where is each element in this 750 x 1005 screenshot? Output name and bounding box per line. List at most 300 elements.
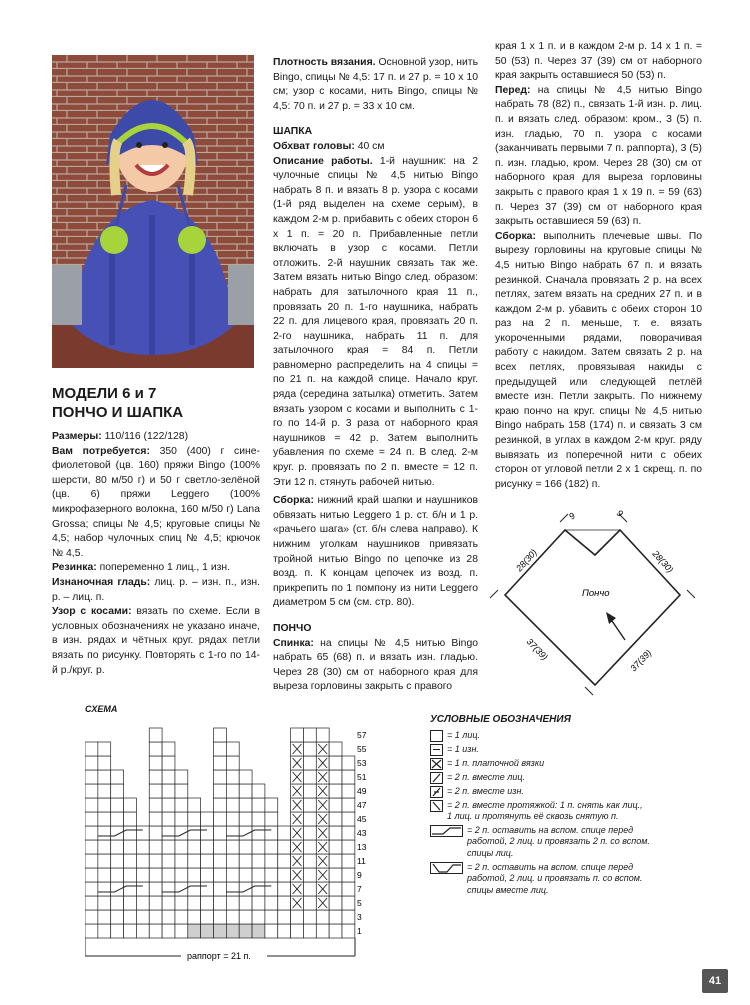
chart-cell (188, 868, 201, 882)
chart-cell (342, 854, 355, 868)
chart-cell (149, 896, 162, 910)
chart-cell (303, 798, 316, 812)
chart-cell (124, 840, 137, 854)
child-poncho-photo (52, 55, 254, 368)
poncho-assembly-paragraph: Сборка: выполнить плечевые швы. По вырезу горловины на круговые спицы № 4,5 нитью Bingo набрать 67 п. и вязать резинкой. Сначала провязать 2 р. на всех петлях, затем вязать на средних 27 п. и в каждом 2-м р. убавить с обеих сторон 10 раз на 2 п. меньше, т. е. вязать укороченными рядами, поворачивая работу с накидом. Затем связать 2 р. на всех петлях, провязывая накиды с предыдущей или следующей петлёй вместе изн. Петли закрыть. По нижнему краю пончо на круг. спицы № 4,5 нитью Bingo набрать 158 (174) п. и связать 3 см резинкой, в углах в каждом 2-м круг. ряду вывязать из поперечной нити с обеих сторон от угловой петли 2 х 1 скрещ. п. по рисунку = 166 (182) п. (495, 230, 702, 490)
chart-cell (124, 910, 137, 924)
chart-cell (162, 826, 175, 840)
row-number: 57 (357, 730, 367, 740)
chart-cell (175, 840, 188, 854)
arrow-head (606, 612, 616, 624)
chart-cell (265, 840, 278, 854)
legend (430, 714, 650, 898)
column-2 (273, 56, 478, 695)
chart-cell (214, 910, 227, 924)
chart-cell (201, 896, 214, 910)
chart-cell (85, 812, 98, 826)
chart-cell (342, 896, 355, 910)
chart-cell (303, 896, 316, 910)
chart-cell (188, 910, 201, 924)
chart-cell (111, 770, 124, 784)
chart-cell (111, 868, 124, 882)
chart-cell (342, 840, 355, 854)
chart-cell (342, 770, 355, 784)
chart-cell (303, 770, 316, 784)
chart-cell (162, 742, 175, 756)
chart-cell (239, 924, 252, 938)
k2tog-symbol-icon (430, 772, 443, 784)
knit-symbol-icon (430, 730, 443, 742)
chart-cell (278, 854, 291, 868)
chart-cell (303, 756, 316, 770)
chart-cell (329, 924, 342, 938)
legend-item-ssk: = 2 п. вместе протяжкой: 1 п. снять как лиц., 1 лиц. и протянуть её сквозь снятую п. (430, 800, 650, 823)
chart-cell (303, 812, 316, 826)
chart-cell (329, 854, 342, 868)
chart-cell (111, 924, 124, 938)
chart-cell (136, 868, 149, 882)
chart-cell (329, 756, 342, 770)
chart-cell (85, 854, 98, 868)
knitting-chart (85, 704, 385, 971)
p2tog-symbol-icon (430, 786, 443, 798)
chart-cell (188, 840, 201, 854)
row-number: 13 (357, 842, 367, 852)
chart-cell (98, 826, 111, 840)
chart-cell (149, 812, 162, 826)
chart-cell (252, 910, 265, 924)
chart-cell (149, 910, 162, 924)
cable-pattern-paragraph: Узор с косами: вязать по схеме. Если в условных обозначениях не указано иначе, в изн. рядах и чётных круг. рядах петли вязать по рисунку. Повторять с 1-го по 14-й р./круг. р. (52, 606, 260, 676)
chart-cell (316, 728, 329, 742)
chart-cell (98, 812, 111, 826)
chart-cell (239, 798, 252, 812)
chart-cell (149, 882, 162, 896)
chart-cell (98, 756, 111, 770)
chart-cell (291, 924, 304, 938)
chart-cell (239, 770, 252, 784)
row-number: 53 (357, 758, 367, 768)
head-size-paragraph: Обхват головы: 40 см (273, 140, 385, 152)
row-number: 51 (357, 772, 367, 782)
row-number: 3 (357, 912, 362, 922)
repeat-label: раппорт = 21 п. (187, 951, 251, 961)
chart-cell (291, 910, 304, 924)
chart-cell (136, 924, 149, 938)
chart-cell (111, 882, 124, 896)
model-photo (52, 55, 254, 368)
chart-cell (226, 854, 239, 868)
chart-cell (226, 812, 239, 826)
chart-cell (162, 924, 175, 938)
dim-top-left: 9 (566, 510, 578, 522)
legend-title: УСЛОВНЫЕ ОБОЗНАЧЕНИЯ (430, 714, 571, 725)
chart-cell (214, 826, 227, 840)
chart-cell (226, 756, 239, 770)
rib-paragraph: Резинка: попеременно 1 лиц., 1 изн. (52, 562, 231, 574)
chart-cell (162, 896, 175, 910)
chart-cell (303, 742, 316, 756)
chart-cell (98, 868, 111, 882)
chart-cell (265, 924, 278, 938)
chart-cell (162, 868, 175, 882)
chart-cell (226, 882, 239, 896)
chart-cell (252, 854, 265, 868)
chart-cell (149, 868, 162, 882)
dim-upper-right: 28(30) (650, 548, 676, 575)
row-number: 55 (357, 744, 367, 754)
chart-cell (98, 910, 111, 924)
page-number: 41 (702, 969, 728, 993)
chart-grid (85, 716, 385, 966)
poncho-label: Пончо (582, 588, 610, 599)
chart-cell (162, 882, 175, 896)
dimension-ticks (490, 514, 695, 695)
poncho-diagram (480, 500, 710, 710)
chart-cell (226, 840, 239, 854)
chart-cell (201, 840, 214, 854)
chart-cell (239, 882, 252, 896)
chart-cell (214, 770, 227, 784)
chart-cell (85, 868, 98, 882)
chart-cell (111, 798, 124, 812)
chart-cell (342, 784, 355, 798)
chart-cell (162, 770, 175, 784)
chart-cell (239, 868, 252, 882)
row-number: 49 (357, 786, 367, 796)
chart-cell (342, 826, 355, 840)
direction-arrow (610, 618, 625, 640)
chart-cell (162, 784, 175, 798)
chart-cell (175, 882, 188, 896)
chart-cell (175, 798, 188, 812)
chart-cell (188, 882, 201, 896)
legend-item-cable-left: = 2 п. оставить на вспом. спице перед работой, 2 лиц. и провязать 2 п. со вспом. спицы лиц. (430, 825, 650, 860)
schema-title: СХЕМА (85, 704, 118, 714)
chart-cell (201, 868, 214, 882)
chart-cell (201, 910, 214, 924)
chart-cell (175, 784, 188, 798)
chart-cell (214, 896, 227, 910)
chart-cell (175, 868, 188, 882)
chart-cell (316, 924, 329, 938)
chart-cell (278, 840, 291, 854)
chart-cell (342, 910, 355, 924)
chart-cell (214, 784, 227, 798)
sizes-paragraph: Размеры: 110/116 (122/128) (52, 431, 189, 442)
legend-item-knit: = 1 лиц. (430, 730, 650, 742)
purl-symbol-icon (430, 744, 443, 756)
chart-cell (149, 742, 162, 756)
chart-cell (278, 868, 291, 882)
chart-cell (291, 728, 304, 742)
chart-cell (124, 924, 137, 938)
chart-cell (111, 910, 124, 924)
chart-cell (239, 854, 252, 868)
ssk-symbol-icon (430, 800, 443, 812)
chart-cell (252, 798, 265, 812)
chart-cell (162, 910, 175, 924)
chart-cell (98, 854, 111, 868)
row-number: 11 (357, 856, 366, 866)
chart-cell (149, 854, 162, 868)
chart-cell (175, 896, 188, 910)
chart-cell (85, 770, 98, 784)
chart-cell (149, 798, 162, 812)
chart-cell (124, 812, 137, 826)
chart-cell (98, 798, 111, 812)
chart-cell (214, 798, 227, 812)
chart-cell (124, 868, 137, 882)
chart-cell (85, 882, 98, 896)
dim-upper-left: 28(30) (514, 547, 539, 574)
chart-cell (303, 854, 316, 868)
chart-cell (252, 840, 265, 854)
chart-cell (342, 756, 355, 770)
chart-cell (111, 840, 124, 854)
title-line-2: ПОНЧО И ШАПКА (52, 404, 184, 421)
materials-paragraph: Вам потребуется: 350 (400) г сине-фиолетовой (цв. 160) пряжи Bingo (100% шерсти, 80 м/50 г) и 50 г светло-зелёной (цв. 6) пряжи Leggero (100% микрофазерного волокна, 160 м/50 г) Lana Grossa; спицы № 4,5; круговые спицы № 4,5; набор чулочных спиц № 4,5; крючок № 4,5. (52, 445, 260, 559)
reverse-stockinette-paragraph: Изнаночная гладь: лиц. р. – изн. п., изн. р. – лиц. п. (52, 576, 260, 603)
chart-cell (278, 826, 291, 840)
row-number: 47 (357, 800, 367, 810)
chart-cell (136, 896, 149, 910)
chart-cell (149, 784, 162, 798)
row-number: 9 (357, 870, 362, 880)
chart-cell (329, 798, 342, 812)
chart-cell (214, 840, 227, 854)
chart-cell (239, 840, 252, 854)
chart-cell (149, 770, 162, 784)
chart-cell (303, 728, 316, 742)
chart-cell (329, 868, 342, 882)
chart-cell (111, 784, 124, 798)
chart-cell (85, 742, 98, 756)
chart-cell (188, 896, 201, 910)
chart-cell (303, 826, 316, 840)
dim-lower-right: 37(39) (628, 647, 654, 674)
chart-cell (303, 924, 316, 938)
chart-cell (214, 882, 227, 896)
chart-cell (214, 924, 227, 938)
chart-cell (214, 868, 227, 882)
hat-heading: ШАПКА (273, 126, 313, 138)
chart-cell (124, 798, 137, 812)
column-3 (495, 40, 702, 492)
chart-cell (252, 882, 265, 896)
chart-cell (226, 770, 239, 784)
chart-cell (226, 742, 239, 756)
chart-cell (278, 896, 291, 910)
chart-cell (188, 812, 201, 826)
row-number: 5 (357, 898, 362, 908)
chart-cell (329, 826, 342, 840)
chart-cell (265, 868, 278, 882)
front-paragraph: Перед: на спицы № 4,5 нитью Bingo набрать 78 (82) п., связать 1-й изн. р. лиц. п. и вязать след. образом: кром., 3 (5) п. изн. гладью, 70 п. узора с косами (заканчивать первыми 7 п. раппорта), 3 (5) п. изн. гладью, кром. Через 28 (30) см от наборного края для выреза горловины закрыть с правого края 1 х 19 п. = 59 (63) п. Через 37 (39) см от наборного края закрыть оставшиеся 59 (63) п. (495, 84, 702, 228)
chart-cell (111, 826, 124, 840)
chart-cell (85, 924, 98, 938)
chart-cell (136, 826, 149, 840)
chart-cell (278, 924, 291, 938)
chart-cell (175, 770, 188, 784)
chart-cell (303, 868, 316, 882)
chart-cell (252, 896, 265, 910)
chart-cell (226, 868, 239, 882)
chart-cell (98, 840, 111, 854)
row-numbers (357, 730, 367, 936)
chart-cell (303, 910, 316, 924)
row-number: 45 (357, 814, 367, 824)
chart-cell (226, 896, 239, 910)
chart-cell (201, 924, 214, 938)
chart-cell (342, 812, 355, 826)
chart-cell (162, 756, 175, 770)
chart-cell (149, 826, 162, 840)
chart-cell (329, 910, 342, 924)
chart-cell (149, 840, 162, 854)
chart-cell (201, 882, 214, 896)
back-continued-paragraph: края 1 х 1 п. и в каждом 2-м р. 14 х 1 п. = 50 (53) п. Через 37 (39) см от наборного края закрыть оставшиеся 50 (53) п. (495, 41, 702, 82)
row-number: 7 (357, 884, 362, 894)
chart-cell (98, 896, 111, 910)
chart-cell (149, 924, 162, 938)
chart-cell (111, 854, 124, 868)
chart-cell (111, 896, 124, 910)
chart-cell (136, 854, 149, 868)
chart-cell (316, 910, 329, 924)
chart-cell (85, 910, 98, 924)
dim-top-right: 9 (614, 507, 625, 519)
chart-cell (124, 854, 137, 868)
chart-cell (201, 812, 214, 826)
chart-cell (162, 812, 175, 826)
chart-cell (85, 756, 98, 770)
row-number: 43 (357, 828, 367, 838)
chart-cell (265, 910, 278, 924)
density-paragraph: Плотность вязания. Основной узор, нить Bingo, спицы № 4,5: 17 п. и 27 р. = 10 х 10 см; узор с косами, нить Bingo, спицы № 4,5: 70 п. и 27 р. = 33 х 10 см. (273, 57, 478, 112)
chart-cell (149, 756, 162, 770)
chart-cell (239, 910, 252, 924)
chart-cell (188, 854, 201, 868)
chart-cell (278, 910, 291, 924)
chart-cell (162, 840, 175, 854)
chart-cell (175, 826, 188, 840)
back-paragraph: Спинка: на спицы № 4,5 нитью Bingo набрать 65 (68) п. и вязать изн. гладью. Через 28 (30) см от наборного края для выреза горловины закрыть с правого (273, 637, 478, 693)
chart-cell (329, 742, 342, 756)
chart-cell (226, 798, 239, 812)
model-title (52, 384, 272, 422)
chart-cell (265, 826, 278, 840)
row-number: 1 (357, 926, 362, 936)
chart-cell (252, 812, 265, 826)
chart-cell (214, 756, 227, 770)
chart-cell (149, 728, 162, 742)
chart-cell (98, 770, 111, 784)
chart-cell (278, 882, 291, 896)
chart-cell (342, 882, 355, 896)
chart-cell (136, 910, 149, 924)
chart-cell (342, 798, 355, 812)
chart-cell (85, 784, 98, 798)
chart-cell (239, 896, 252, 910)
chart-cell (214, 742, 227, 756)
chart-cell (239, 812, 252, 826)
chart-cell (98, 882, 111, 896)
chart-cell (226, 910, 239, 924)
chart-cell (85, 896, 98, 910)
cable-decrease-symbol-icon (430, 862, 463, 874)
chart-cell (175, 812, 188, 826)
chart-cell (252, 784, 265, 798)
chart-cell (214, 854, 227, 868)
cable-left-symbol-icon (430, 825, 463, 837)
chart-cell (85, 798, 98, 812)
chart-cell (124, 882, 137, 896)
chart-cell (265, 812, 278, 826)
chart-cell (226, 924, 239, 938)
chart-cell (85, 840, 98, 854)
chart-cell (175, 924, 188, 938)
legend-item-cable-dec: = 2 п. оставить на вспом. спице перед работой, 2 лиц. и провязать п. со вспом. спицы вместе лиц. (430, 862, 650, 897)
chart-cell (329, 840, 342, 854)
chart-cell (239, 826, 252, 840)
poncho-heading: ПОНЧО (273, 622, 312, 634)
chart-cell (303, 882, 316, 896)
chart-cell (329, 896, 342, 910)
chart-cell (124, 896, 137, 910)
grid-cells (85, 728, 355, 938)
chart-cell (329, 882, 342, 896)
chart-cell (252, 924, 265, 938)
legend-item-garter: = 1 п. платочной вязки (430, 758, 650, 770)
chart-cell (303, 784, 316, 798)
chart-cell (239, 784, 252, 798)
column-1 (52, 430, 260, 678)
chart-cell (98, 924, 111, 938)
chart-cell (188, 924, 201, 938)
chart-cell (162, 798, 175, 812)
chart-cell (329, 770, 342, 784)
chart-cell (252, 868, 265, 882)
chart-cell (226, 784, 239, 798)
hat-assembly-paragraph: Сборка: нижний край шапки и наушников обвязать нитью Leggero 1 р. ст. б/н и 1 р. «рачьего шага» (ст. б/н слева направо). К нижним уголкам наушников привязать тройной нитью Bingo по цепочке из 28 возд. п. К концам цепочек из возд. п. прикрепить по 1 помпону из нити Leggero диаметром 5 см (см. стр. 80). (273, 495, 478, 609)
legend-item-k2tog: = 2 п. вместе лиц. (430, 772, 650, 784)
legend-item-purl: = 1 изн. (430, 744, 650, 756)
chart-cell (201, 826, 214, 840)
chart-cell (342, 924, 355, 938)
chart-cell (265, 896, 278, 910)
chart-cell (136, 882, 149, 896)
chart-cell (342, 868, 355, 882)
chart-cell (111, 812, 124, 826)
chart-cell (265, 882, 278, 896)
hat-work-paragraph: Описание работы. 1-й наушник: на 2 чулочные спицы № 4,5 нитью Bingo набрать 8 п. и вязать 8 р. узора с косами (1-й ряд выделен на схеме серым), в каждом 2-м р. прибавить с обеих сторон 6 х 1 п. = 20 п. Прибавленные петли включать в узор с косами. Петли отложить. 2-й наушник связать так же. Затем вязать нитью Bingo след. образом: набрать для затылочного края 11 п., провязать 20 п. 1-го наушника, набрать 22 п. для лицевого края, провязать 20 п. 2-го наушника, набрать 11 п. для затылочного края = 84 п. Петли равномерно распределить на 4 спицы = по 21 п. на каждой спице. Начало круг. ряда (середина затылка) отметить. Затем вязать узором с косами и выполнить с 1-го по 14-й р. 3 раза от наборного края наушников = 42 р. Затем выполнить убавления по схеме = 24 п. В след. 2-м круг. р. провязать по 2 п. вместе = 12 п. Эти 12 п. стянуть рабочей нитью. (273, 155, 478, 488)
chart-cell (214, 812, 227, 826)
chart-cell (175, 854, 188, 868)
chart-cell (98, 784, 111, 798)
chart-cell (201, 854, 214, 868)
chart-cell (124, 826, 137, 840)
dim-lower-left: 37(39) (524, 636, 550, 663)
chart-cell (265, 798, 278, 812)
chart-cell (98, 742, 111, 756)
cross-symbol-icon (430, 758, 443, 770)
legend-item-p2tog: = 2 п. вместе изн. (430, 786, 650, 798)
chart-cell (214, 728, 227, 742)
title-line-1: МОДЕЛИ 6 и 7 (52, 385, 157, 402)
chart-cell (226, 826, 239, 840)
chart-cell (303, 840, 316, 854)
